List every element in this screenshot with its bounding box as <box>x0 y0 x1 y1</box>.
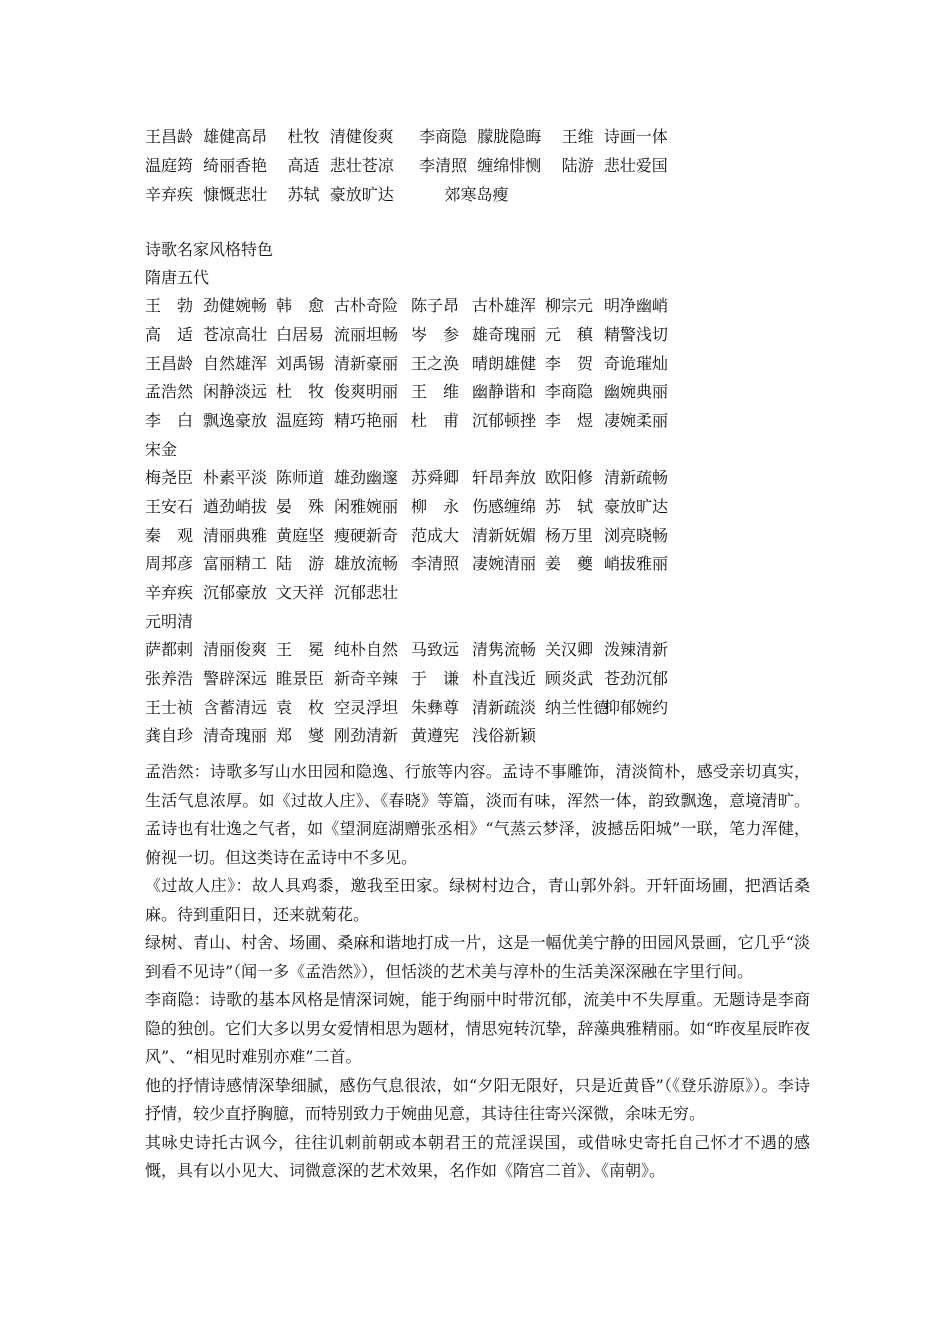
poet-style: 警辟深远 <box>203 668 268 688</box>
poet-style: 沉郁顿挫 <box>472 411 537 431</box>
paragraph-guo-guren-zhuang: 《过故人庄》：故人具鸡黍，邀我至田家。绿树村边合，青山郭外斜。开轩面场圃，把酒话桑麻。待到重阳日，还来就菊花。 <box>145 876 810 924</box>
poet-row <box>145 579 810 608</box>
poet-name: 文天祥 <box>276 583 325 603</box>
poet-name: 陈子昂 <box>411 296 460 315</box>
poet-name: 元 稹 <box>545 324 594 344</box>
poet-row <box>145 378 810 407</box>
poet-style: 古朴雄浑 <box>472 296 537 315</box>
poet-style: 浏亮晓畅 <box>604 525 669 545</box>
poet-style: 空灵浮坦 <box>334 697 399 717</box>
poet-style: 清新豪丽 <box>334 353 399 373</box>
poet-style: 伤感缠绵 <box>472 496 537 516</box>
poet-style-summary <box>145 122 668 209</box>
summary-line: 辛弃疾 慷慨悲壮 苏轼 豪放旷达 郊寒岛瘦 <box>145 185 509 204</box>
poet-name: 于 谦 <box>411 668 460 688</box>
poet-name: 周邦彦 <box>145 554 194 574</box>
poet-style: 苍凉高壮 <box>203 324 268 344</box>
poet-name: 王士祯 <box>145 697 194 717</box>
poet-row <box>145 407 810 436</box>
summary-line: 温庭筠 绮丽香艳 高适 悲壮苍凉 李清照 缠绵悱恻 陆游 悲壮爱国 <box>145 156 668 175</box>
poet-name: 苏 轼 <box>545 496 594 516</box>
poet-name: 王 勃 <box>145 296 194 315</box>
poet-style: 清隽流畅 <box>472 639 537 659</box>
poet-style: 清新妩媚 <box>472 525 537 545</box>
poet-style: 朴素平淡 <box>203 467 268 487</box>
poet-style: 刚劲清新 <box>334 726 399 746</box>
poet-name: 朱彝尊 <box>411 697 460 717</box>
poet-name: 温庭筠 <box>276 411 325 431</box>
paragraph-li-shangyin: 李商隐：诗歌的基本风格是情深词婉，能于绚丽中时带沉郁，流美中不失厚重。无题诗是李商隐的独创。它们大多以男女爱情相思为题材，情思宛转沉挚，辞藻典雅精丽。如“昨夜星辰昨夜风”、“相见时难别亦难”二首。 <box>145 990 810 1066</box>
poet-name: 岑 参 <box>411 324 460 344</box>
poet-name: 龚自珍 <box>145 726 194 746</box>
prose-body <box>145 758 810 1186</box>
poet-row <box>145 292 810 321</box>
poet-style: 苍劲沉郁 <box>604 668 669 688</box>
poet-row <box>145 321 810 350</box>
poet-name: 睢景臣 <box>276 668 325 688</box>
poet-name: 范成大 <box>411 525 460 545</box>
poet-name: 苏舜卿 <box>411 467 460 487</box>
poet-style: 清奇瑰丽 <box>203 726 268 746</box>
poet-style: 峭拔雅丽 <box>604 554 669 574</box>
poet-style: 奇诡璀灿 <box>604 353 669 373</box>
poet-style-section <box>145 236 810 751</box>
poet-style: 雄奇瑰丽 <box>472 324 537 344</box>
poet-name: 梅尧臣 <box>145 467 194 487</box>
eras-container <box>145 264 810 751</box>
poet-style: 闲雅婉丽 <box>334 496 399 516</box>
poet-style: 瘦硬新奇 <box>334 525 399 545</box>
poet-row <box>145 522 810 551</box>
poet-row <box>145 665 810 694</box>
poet-style: 朴直浅近 <box>472 668 537 688</box>
poet-name: 陈师道 <box>276 467 325 487</box>
poet-name: 欧阳修 <box>545 467 594 487</box>
poet-row <box>145 493 810 522</box>
poet-name: 马致远 <box>411 639 460 659</box>
poet-style: 幽婉典丽 <box>604 382 669 402</box>
poet-row <box>145 636 810 665</box>
poet-style: 轩昂奔放 <box>472 467 537 487</box>
poet-name: 王 维 <box>411 382 460 402</box>
poet-style: 精警浅切 <box>604 324 669 344</box>
poet-name: 柳 永 <box>411 496 460 516</box>
poet-style: 遒劲峭拔 <box>203 496 268 516</box>
poet-style: 新奇辛辣 <box>334 668 399 688</box>
poet-row <box>145 550 810 579</box>
poet-style: 富丽精工 <box>203 554 268 574</box>
poet-style: 流丽坦畅 <box>334 324 399 344</box>
paragraph-commentary: 绿树、青山、村舍、场圃、桑麻和谐地打成一片，这是一幅优美宁静的田园风景画，它几乎“淡到看不见诗”（闻一多《孟浩然》），但恬淡的艺术美与淳朴的生活美深深融在字里行间。 <box>145 933 810 981</box>
poet-row <box>145 464 810 493</box>
section-heading: 诗歌名家风格特色 <box>145 240 274 259</box>
poet-name: 高 适 <box>145 324 194 344</box>
poet-name: 晏 殊 <box>276 496 325 516</box>
poet-name: 袁 枚 <box>276 697 325 717</box>
poet-style: 自然雄浑 <box>203 353 268 373</box>
poet-name: 陆 游 <box>276 554 325 574</box>
poet-name: 黄遵宪 <box>411 726 460 746</box>
poet-style: 沉郁悲壮 <box>334 583 399 603</box>
poet-style: 飘逸豪放 <box>203 411 268 431</box>
poet-style: 闲静淡远 <box>203 382 268 402</box>
era-heading: 元明清 <box>145 611 194 631</box>
poet-name: 刘禹锡 <box>276 353 325 373</box>
poet-style: 沉郁豪放 <box>203 583 268 603</box>
poet-name: 白居易 <box>276 324 325 344</box>
poet-style: 精巧艳丽 <box>334 411 399 431</box>
poet-name: 李清照 <box>411 554 460 574</box>
poet-row <box>145 694 810 723</box>
poet-style: 含蓄清远 <box>203 697 268 717</box>
poet-name: 王安石 <box>145 496 194 516</box>
poet-style: 抑郁婉约 <box>604 697 669 717</box>
poet-style: 清新疏畅 <box>604 467 669 487</box>
poet-name: 萨都剌 <box>145 639 194 659</box>
poet-name: 李商隐 <box>545 382 594 402</box>
poet-style: 豪放旷达 <box>604 496 669 516</box>
paragraph-lyric-poems: 他的抒情诗感情深挚细腻，感伤气息很浓，如“夕阳无限好，只是近黄昏”（《登乐游原》）。李诗抒情，较少直抒胸臆，而特别致力于婉曲见意，其诗往往寄兴深微，余味无穷。 <box>145 1075 810 1123</box>
poet-style: 俊爽明丽 <box>334 382 399 402</box>
poet-name: 柳宗元 <box>545 296 594 315</box>
poet-name: 杜 牧 <box>276 382 325 402</box>
poet-style: 劲健婉畅 <box>203 296 268 315</box>
paragraph-history-poems: 其咏史诗托古讽今，往往讥刺前朝或本朝君王的荒淫误国，或借咏史寄托自己怀才不遇的感慨，具有以小见大、词微意深的艺术效果，名作如《隋宫二首》、《南朝》。 <box>145 1132 810 1180</box>
poet-name: 王昌龄 <box>145 353 194 373</box>
poet-style: 凄婉清丽 <box>472 554 537 574</box>
poet-name: 王 冕 <box>276 639 325 659</box>
era-heading: 隋唐五代 <box>145 268 210 287</box>
poet-name: 李 贺 <box>545 353 594 373</box>
poet-style: 雄放流畅 <box>334 554 399 574</box>
poet-row <box>145 722 810 751</box>
paragraph-meng-haoran: 孟浩然：诗歌多写山水田园和隐逸、行旅等内容。孟诗不事雕饰，清淡简朴，感受亲切真实，生活气息浓厚。如《过故人庄》、《春晓》等篇，淡而有味，浑然一体，韵致飘逸，意境清旷。孟诗也有壮逸之气者，如《望洞庭湖赠张丞相》“气蒸云梦泽，波撼岳阳城”一联，笔力浑健，俯视一切。但这类诗在孟诗中不多见。 <box>145 762 810 867</box>
poet-name: 关汉卿 <box>545 639 594 659</box>
poet-name: 张养浩 <box>145 668 194 688</box>
poet-name: 韩 愈 <box>276 296 325 315</box>
poet-name: 黄庭坚 <box>276 525 325 545</box>
poet-style: 凄婉柔丽 <box>604 411 669 431</box>
poet-name: 秦 观 <box>145 525 194 545</box>
poet-style: 清新疏淡 <box>472 697 537 717</box>
era-heading: 宋金 <box>145 439 178 459</box>
poet-style: 清丽典雅 <box>203 525 268 545</box>
summary-line: 王昌龄 雄健高昂 杜牧 清健俊爽 李商隐 朦胧隐晦 王维 诗画一体 <box>145 127 668 146</box>
poet-name: 姜 夔 <box>545 554 594 574</box>
poet-name: 李 白 <box>145 411 194 431</box>
poet-style: 雄劲幽邃 <box>334 467 399 487</box>
poet-name: 杨万里 <box>545 525 594 545</box>
poet-name: 孟浩然 <box>145 382 194 402</box>
poet-style: 晴朗雄健 <box>472 353 537 373</box>
poet-name: 辛弃疾 <box>145 583 194 603</box>
poet-name: 李 煜 <box>545 411 594 431</box>
poet-row <box>145 350 810 379</box>
poet-style: 浅俗新颖 <box>472 726 537 746</box>
poet-style: 泼辣清新 <box>604 639 669 659</box>
poet-style: 纯朴自然 <box>334 639 399 659</box>
poet-style: 明净幽峭 <box>604 296 669 315</box>
poet-name: 顾炎武 <box>545 668 594 688</box>
poet-style: 古朴奇险 <box>334 296 399 315</box>
poet-name: 郑 燮 <box>276 726 325 746</box>
poet-name: 纳兰性德 <box>545 697 610 717</box>
poet-name: 王之涣 <box>411 353 460 373</box>
poet-style: 清丽俊爽 <box>203 639 268 659</box>
poet-style: 幽静谐和 <box>472 382 537 402</box>
poet-name: 杜 甫 <box>411 411 460 431</box>
